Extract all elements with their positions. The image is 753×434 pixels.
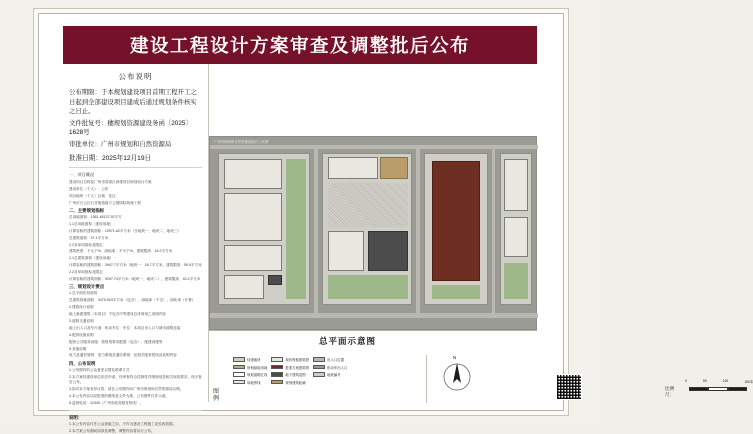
building-footprint xyxy=(504,159,528,211)
green-area xyxy=(504,263,528,299)
legend-item xyxy=(313,357,347,362)
notice-line: 总建筑面积：37.1平方米 xyxy=(69,235,109,240)
legend-strip xyxy=(209,330,753,403)
notice-line: 4.配套设施说明 xyxy=(69,332,94,337)
legend-item-label: 机动车出入口 xyxy=(327,365,348,370)
scale-tick: 100 xyxy=(722,379,729,383)
notice-authority-label: 审批单位： xyxy=(69,141,101,149)
site-plan[interactable] xyxy=(209,136,537,330)
notice-line: 地上新建建筑（本项目）不包含中等建设总体规划之说明内容 xyxy=(69,312,167,317)
legend-item xyxy=(271,365,309,370)
drawing-title: 总平面示意图 xyxy=(319,336,377,346)
north-arrow-icon xyxy=(437,357,477,397)
legend-item-label: 出入口位置 xyxy=(327,358,345,362)
notice-authority-text: 广州市规划和自然资源局 xyxy=(100,141,172,149)
notice-line: 1.公布期内的公众意见反馈及联系方式 xyxy=(69,367,130,372)
notice-line: 总建筑基地面积：3479.524平方米（包含）、绿地率（不含）、绿化率（计算） xyxy=(69,298,196,303)
notice-footnote: 1.本公布内容仅作公众查阅之用，不作为建设工程施工及验收依据。 xyxy=(69,422,177,427)
road-segment xyxy=(210,313,538,318)
legend-item xyxy=(271,357,309,362)
road-segment xyxy=(314,145,318,318)
notice-line: 计算容积的建筑面积：3947.7平方米（地块一：18.7平方米，建筑限高：50.9平方米 xyxy=(69,263,202,268)
underground-area xyxy=(268,275,282,285)
notice-line: 3.道路交通说明 xyxy=(69,318,94,323)
scale-bar xyxy=(689,387,747,391)
legend-column xyxy=(313,357,347,385)
legend-swatch xyxy=(271,357,283,362)
underground-area xyxy=(368,231,408,271)
notice-line: 2.本方案经建设单位依法申请，经审查符合控制性详细规划及相关规范要求，现予批后公布。 xyxy=(69,374,202,385)
legend-item-label: 规划建筑轮廓 xyxy=(285,380,306,385)
road-segment xyxy=(492,145,495,318)
legend-item-label: 批准方案建筑物 xyxy=(285,365,310,370)
legend-item-label: 现状保留建筑物 xyxy=(285,358,310,362)
notice-line: 建设项目名称及广州市荔湾区涉建项目规划设计方案 xyxy=(69,179,152,184)
notice-line: 4.本公布内容以经批准的图纸及文件为准，公布图件仅作示意。 xyxy=(69,393,170,398)
building-footprint xyxy=(224,245,282,271)
legend-swatch xyxy=(233,380,245,385)
road-segment xyxy=(416,145,420,318)
notice-line: 5.其他说明 xyxy=(69,346,87,351)
notice-line: 四、公布说明 xyxy=(69,360,96,366)
notice-approve-date-label: 批准日期： xyxy=(69,154,102,162)
building-footprint xyxy=(328,157,378,179)
legend-column xyxy=(271,357,309,385)
notice-line: 一、项目概况 xyxy=(69,171,95,177)
north-label: N xyxy=(453,355,457,360)
building-footprint xyxy=(504,217,528,257)
notice-period xyxy=(69,88,202,117)
notice-line: 地上出入口及车行道：机动车位：车位：本项目出入口与城市道路连接 xyxy=(69,325,181,330)
notice-line: 2.1总建筑面积（建设用地）： xyxy=(69,256,118,261)
drawing-column xyxy=(209,64,753,403)
construction-area xyxy=(328,183,408,227)
legend-swatch xyxy=(313,372,325,377)
notice-divider xyxy=(69,167,202,168)
green-area xyxy=(328,275,408,299)
notice-line: 项目地块（个人）区域：花区 xyxy=(69,193,116,198)
building-footprint xyxy=(224,159,282,189)
notice-line: 广州市白云区石井街道南方公园国际物流工程 xyxy=(69,200,141,205)
notice-doc-no-text: 穗规划资源建设务函〔2025〕1628号 xyxy=(69,119,192,137)
green-area xyxy=(432,285,480,299)
notice-line: 1.总平面布局说明 xyxy=(69,291,98,296)
notice-doc-no xyxy=(69,119,202,138)
notice-line: 计算容积的建筑面积：10971.62平方米（含地块一、地块二、地块三） xyxy=(69,228,182,233)
notice-line: 二、主要规划指标 xyxy=(69,208,105,214)
legend-item xyxy=(233,380,267,385)
notice-line: 5.监督电话：12345（广州市政务服务热线）。 xyxy=(69,400,144,405)
legend-item-label: 规划道路红线 xyxy=(247,373,268,377)
notice-line: 2.建筑设计说明 xyxy=(69,305,94,310)
legend-swatch xyxy=(271,365,283,370)
legend-box xyxy=(209,355,427,403)
notice-section-title: 公布说明 xyxy=(118,72,153,81)
building-outline xyxy=(380,157,408,179)
scale-tick: 50 xyxy=(703,379,707,383)
legend-item xyxy=(271,372,309,377)
notice-approve-date-text: 2025年12月19日 xyxy=(101,154,152,162)
green-area xyxy=(286,159,306,299)
notice-line: 建筑密度：不大于%，绿地率：不小于%，建筑限高：18.2平方米 xyxy=(69,249,173,254)
notice-divider-2 xyxy=(69,410,202,411)
legend-item xyxy=(313,372,347,377)
building-footprint xyxy=(224,193,282,241)
legend-swatch xyxy=(271,380,283,385)
scale-tick: 0 xyxy=(685,379,687,383)
notice-line: 1.1总用地面积（建设用地）： xyxy=(69,221,118,226)
legend-label: 图 例 xyxy=(213,389,220,403)
plan-watermark: 广州市规划和自然资源局批后公布图 xyxy=(214,140,269,144)
scale-tick: 150米 xyxy=(744,380,753,384)
notice-line: 配套公共服务设施：按规划要求配置（包含）、配建设施等 xyxy=(69,339,163,344)
notice-line: 建设单位（个人）：公布 xyxy=(69,186,109,191)
scale-ticks xyxy=(685,379,753,384)
qr-code xyxy=(556,374,582,400)
legend-item xyxy=(313,365,347,370)
page-title-banner xyxy=(63,26,537,64)
legend-column xyxy=(233,357,267,385)
page-title: 建设工程设计方案审查及调整批后公布 xyxy=(129,35,470,56)
legend-item xyxy=(233,365,267,370)
legend-swatch xyxy=(233,365,245,370)
scale-label: 比例尺： xyxy=(665,386,675,397)
building-footprint xyxy=(328,231,364,271)
notice-column xyxy=(63,64,209,434)
legend-swatch xyxy=(313,365,325,370)
road-segment xyxy=(210,145,538,149)
legend-swatch xyxy=(233,357,245,362)
notice-period-label: 公布期限： xyxy=(69,89,101,96)
notice-approve-date xyxy=(69,152,202,162)
notice-line: 1.2各单项指标及限定： xyxy=(69,242,107,247)
notice-line: 3.如对本方案有异议的，请在公布期内向广州市规划和自然资源局反映。 xyxy=(69,387,184,391)
notice-period-text: 于本规划建设项目首期工程开工之日起到全部建设项目建成后通过规划条件核实之日止。 xyxy=(69,89,197,116)
legend-swatch xyxy=(271,372,283,377)
legend-item-label: 地块编号 xyxy=(327,373,341,377)
legend-grid xyxy=(233,357,423,385)
notice-line: 三、规划设计要点 xyxy=(69,284,105,290)
notice-footnote: 2.本方案公布期间如涉及调整，调整内容将另行公布。 xyxy=(69,429,155,434)
notice-authority xyxy=(69,140,202,150)
approved-building xyxy=(432,161,480,281)
legend-item-label: 待建地块 xyxy=(247,358,261,362)
notice-footnote-head: 说明： xyxy=(69,415,83,421)
notice-line: 总用地面积：1381.48137.92平方 xyxy=(69,215,122,220)
building-footprint xyxy=(224,275,264,299)
legend-item-label: 规划绿地用地 xyxy=(247,365,268,370)
notice-line: 电力及通信管网：电力系统及通信系统：及相关配套管线及说明内容 xyxy=(69,353,177,358)
notice-doc-no-label: 文件批复号： xyxy=(69,119,108,127)
legend-item xyxy=(233,357,267,362)
legend-item xyxy=(233,372,267,377)
legend-swatch xyxy=(313,357,325,362)
legend-item xyxy=(271,380,309,385)
legend-item-label: 用地界线 xyxy=(247,380,261,385)
legend-swatch xyxy=(233,372,245,377)
notice-line: 计算容积的建筑面积：9297.74平方米（地块一、地块二），建筑限高：40.2平方米 xyxy=(69,277,201,282)
legend-item-label: 地下建筑范围 xyxy=(285,373,306,377)
notice-line: 2.2各单项指标及限定： xyxy=(69,270,107,275)
